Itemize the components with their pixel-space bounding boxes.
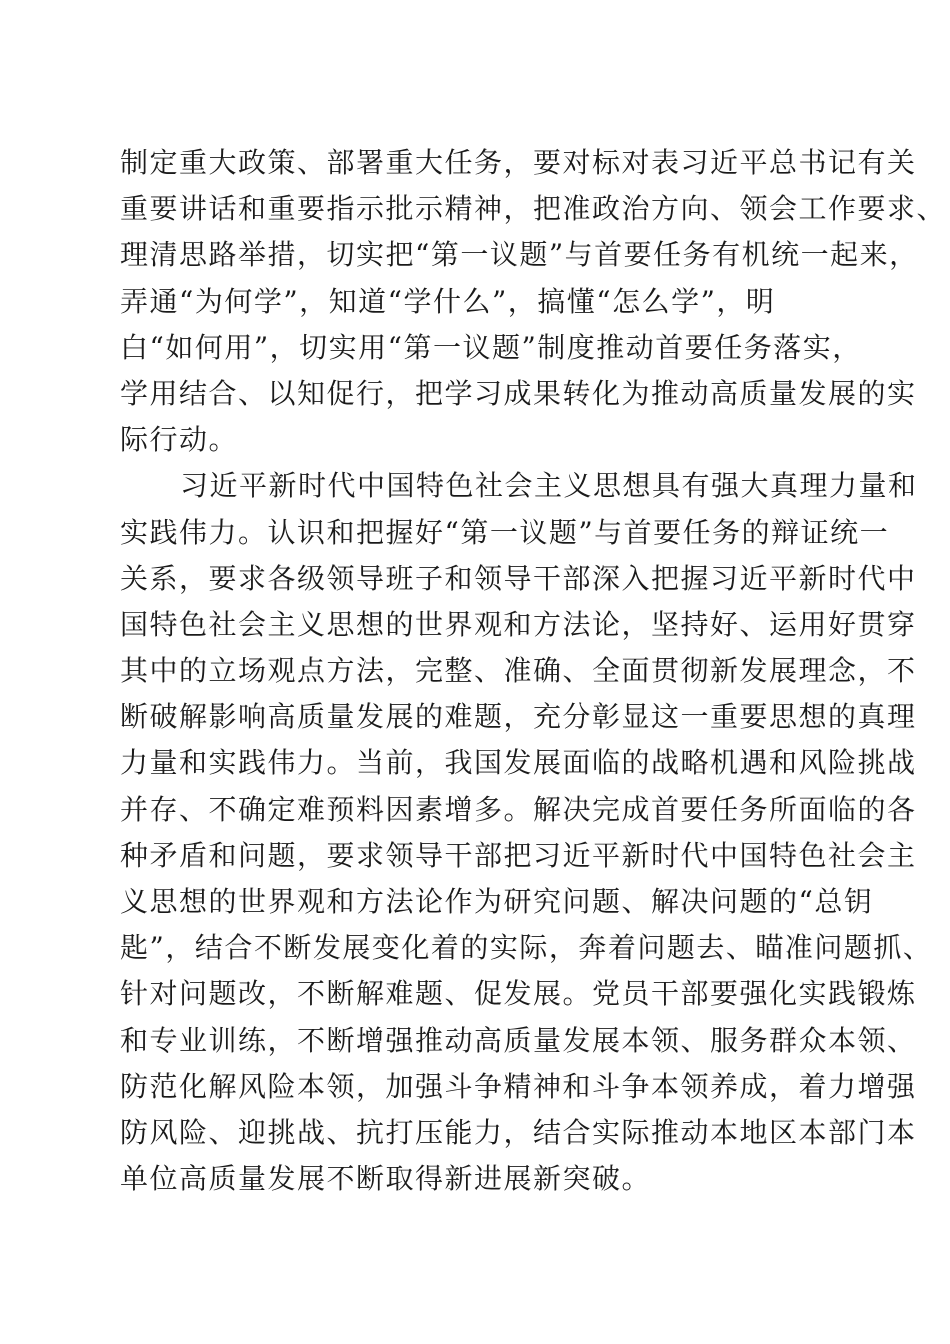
document-body [120, 140, 947, 1249]
text-line: 际行动。 [120, 423, 239, 457]
text-line: 单位高质量发展不断取得新进展新突破。 [120, 1162, 652, 1196]
text-line: 断破解影响高质量发展的难题，充分彰显这一重要思想的真理 [120, 700, 917, 734]
text-line: 习近平新时代中国特色社会主义思想具有强大真理力量和 [180, 469, 918, 503]
text-line: 匙”，结合不断发展变化着的实际，奔着问题去、瞄准问题抓、 [120, 931, 933, 965]
text-line: 国特色社会主义思想的世界观和方法论，坚持好、运用好贯穿 [120, 607, 917, 641]
text-line: 针对问题改，不断解难题、促发展。党员干部要强化实践锻炼 [120, 977, 917, 1011]
text-line: 理清思路举措，切实把“第一议题”与首要任务有机统一起来， [120, 238, 919, 272]
paragraph-2 [120, 463, 933, 1248]
text-line [120, 1202, 840, 1248]
text-line: 义思想的世界观和方法论作为研究问题、解决问题的“总钥 [120, 885, 874, 918]
text-line: 力量和实践伟力。当前，我国发展面临的战略机遇和风险挑战 [120, 746, 917, 780]
paragraph-1 [120, 140, 947, 463]
text-line: 其中的立场观点方法，完整、准确、全面贯彻新发展理念，不 [120, 654, 917, 688]
text-line: 并存、不确定难预料因素增多。解决完成首要任务所面临的各 [120, 792, 917, 826]
text-line: 学用结合、以知促行，把学习成果转化为推动高质量发展的实 [120, 376, 917, 410]
text-line: 实践伟力。认识和把握好“第一议题”与首要任务的辩证统一 [120, 515, 890, 549]
text-line: 防范化解风险本领，加强斗争精神和斗争本领养成，着力增强 [120, 1069, 917, 1103]
text-line: 制定重大政策、部署重大任务，要对标对表习近平总书记有关 [120, 146, 917, 179]
text-line: 关系，要求各级领导班子和领导干部深入把握习近平新时代中 [120, 561, 917, 595]
text-line: 种矛盾和问题，要求领导干部把习近平新时代中国特色社会主 [120, 838, 917, 872]
text-line: 弄通“为何学”，知道“学什么”，搞懂“怎么学”，明 [120, 284, 776, 318]
text-line: 白“如何用”，切实用“第一议题”制度推动首要任务落实， [120, 330, 862, 364]
text-line: 重要讲话和重要指示批示精神，把准政治方向、领会工作要求、 [120, 192, 947, 226]
text-line: 防风险、迎挑战、抗打压能力，结合实际推动本地区本部门本 [120, 1115, 917, 1149]
text-line: 和专业训练，不断增强推动高质量发展本领、服务群众本领、 [120, 1023, 917, 1057]
